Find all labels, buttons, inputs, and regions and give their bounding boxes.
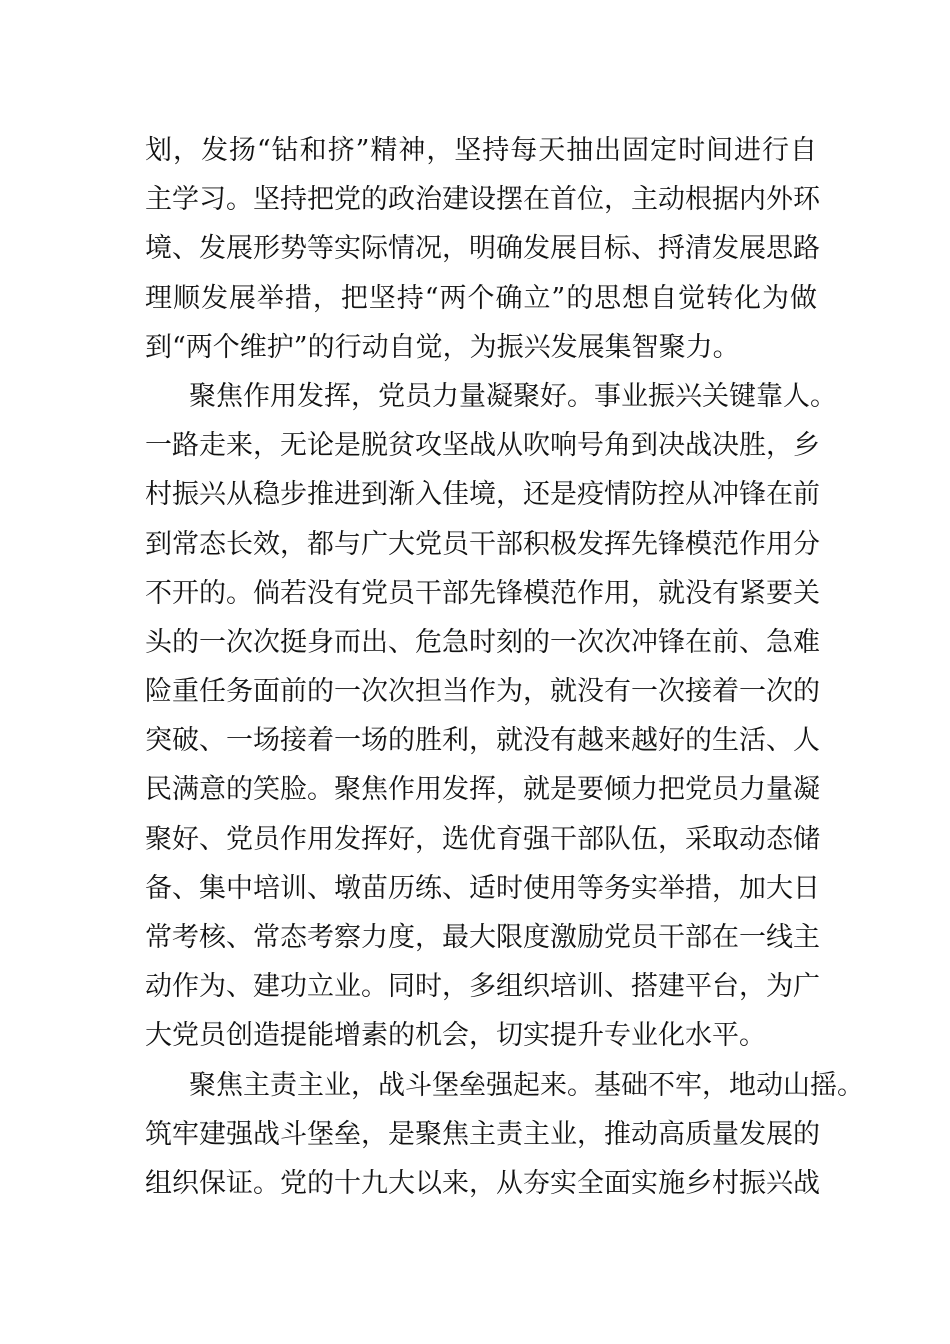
text-line: 理顺发展举措，把坚持“两个确立”的思想自觉转化为做 [145,282,817,314]
text-line: 聚焦主责主业，战斗堡垒强起来。基础不牢，地动山摇。 [189,1069,864,1101]
body-text [145,126,864,1208]
text-line: 不开的。倘若没有党员干部先锋模范作用，就没有紧要关 [145,577,820,609]
text-line: 头的一次次挺身而出、危急时刻的一次次冲锋在前、急难 [145,626,820,658]
text-line: 大党员创造提能增素的机会，切实提升专业化水平。 [145,1020,766,1052]
paragraph-3 [145,1061,864,1209]
text-line: 常考核、常态考察力度，最大限度激励党员干部在一线主 [145,922,820,953]
text-line: 划，发扬“钻和挤”精神，坚持每天抽出固定时间进行自 [145,135,817,166]
text-line: 动作为、建功立业。同时，多组织培训、搭建平台，为广 [145,971,820,1003]
text-line: 筑牢建强战斗堡垒，是聚焦主责主业，推动高质量发展的 [145,1118,820,1150]
text-line: 民满意的笑脸。聚焦作用发挥，就是要倾力把党员力量凝 [145,774,820,806]
text-line: 主学习。坚持把党的政治建设摆在首位，主动根据内外环 [145,184,820,216]
paragraph-1 [145,126,820,372]
text-line: 备、集中培训、墩苗历练、适时使用等务实举措，加大日 [145,872,820,904]
text-line: 组织保证。党的十九大以来，从夯实全面实施乡村振兴战 [145,1167,820,1199]
text-line: 一路走来，无论是脱贫攻坚战从吹响号角到决战决胜，乡 [145,430,820,462]
text-line: 境、发展形势等实际情况，明确发展目标、捋清发展思路 [145,233,820,265]
text-line: 突破、一场接着一场的胜利，就没有越来越好的生活、人 [145,725,820,757]
text-line: 聚焦作用发挥，党员力量凝聚好。事业振兴关键靠人。 [189,380,837,412]
text-line: 聚好、党员作用发挥好，选优育强干部队伍，采取动态储 [145,823,820,855]
text-line: 村振兴从稳步推进到渐入佳境，还是疫情防控从冲锋在前 [145,479,820,511]
text-line: 到“两个维护”的行动自觉，为振兴发展集智聚力。 [145,331,740,363]
text-line: 到常态长效，都与广大党员干部积极发挥先锋模范作用分 [145,528,820,560]
text-line: 险重任务面前的一次次担当作为，就没有一次接着一次的 [145,676,820,708]
paragraph-2 [145,372,837,1061]
